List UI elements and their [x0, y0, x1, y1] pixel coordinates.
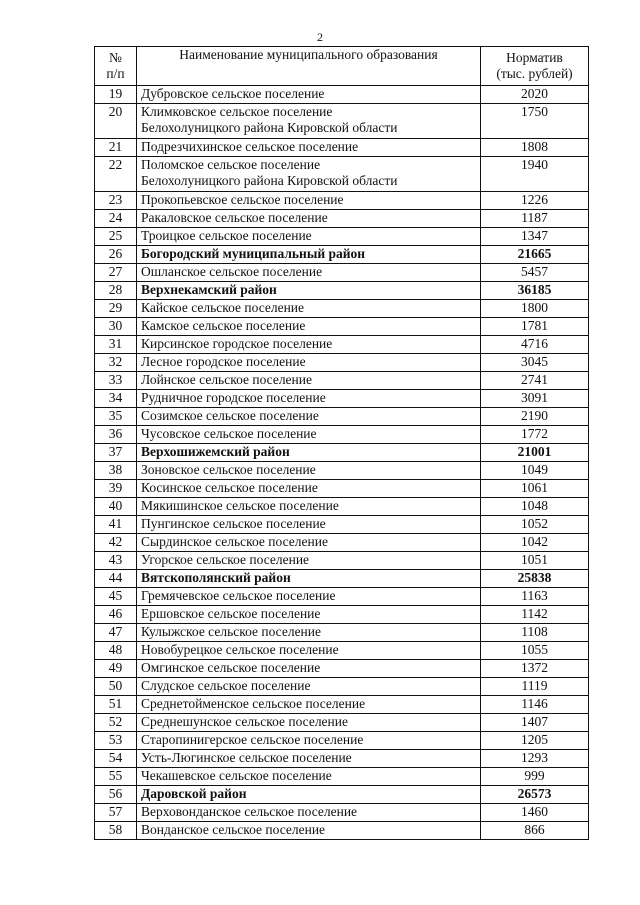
- row-number: 39: [95, 480, 137, 498]
- table-row: [95, 192, 589, 210]
- municipality-name: [137, 444, 481, 462]
- norm-value: 866: [481, 822, 589, 840]
- norm-value: 1800: [481, 300, 589, 318]
- table-header-row: [95, 47, 589, 86]
- norm-value: 1163: [481, 588, 589, 606]
- norm-value: 36185: [481, 282, 589, 300]
- row-number: 28: [95, 282, 137, 300]
- municipality-name: [137, 534, 481, 552]
- row-number: 24: [95, 210, 137, 228]
- municipality-name: [137, 86, 481, 104]
- row-number: 38: [95, 462, 137, 480]
- municipality-name: [137, 786, 481, 804]
- row-number: 29: [95, 300, 137, 318]
- header-num-line2: п/п: [106, 66, 125, 81]
- municipality-name-line2: Белохолуницкого района Кировской области: [141, 173, 398, 188]
- row-number: 52: [95, 714, 137, 732]
- table-row: [95, 696, 589, 714]
- row-number: 34: [95, 390, 137, 408]
- municipality-name-line1: Богородский муниципальный район: [141, 246, 366, 261]
- table-row: [95, 139, 589, 157]
- row-number: 27: [95, 264, 137, 282]
- municipality-name-line1: Старопинигерское сельское поселение: [141, 732, 364, 747]
- table-row: [95, 228, 589, 246]
- norm-value: 1048: [481, 498, 589, 516]
- municipality-name-line1: Троицкое сельское поселение: [141, 228, 312, 243]
- table-row: [95, 516, 589, 534]
- municipality-name-line1: Ракаловское сельское поселение: [141, 210, 328, 225]
- municipality-name: [137, 570, 481, 588]
- header-norm-line1: Норматив: [506, 50, 563, 65]
- municipality-name: [137, 192, 481, 210]
- row-number: 30: [95, 318, 137, 336]
- table-row: [95, 408, 589, 426]
- municipality-name-line1: Верхнекамский район: [141, 282, 277, 297]
- table-row: [95, 642, 589, 660]
- row-number: 44: [95, 570, 137, 588]
- municipality-name-line1: Дубровское сельское поселение: [141, 86, 325, 101]
- table-row: [95, 462, 589, 480]
- row-number: 48: [95, 642, 137, 660]
- table-row: [95, 570, 589, 588]
- norm-value: 1750: [481, 104, 589, 139]
- header-name: Наименование муниципального образования: [137, 47, 481, 86]
- row-number: 47: [95, 624, 137, 642]
- municipality-name: [137, 480, 481, 498]
- norm-value: 1205: [481, 732, 589, 750]
- row-number: 50: [95, 678, 137, 696]
- row-number: 35: [95, 408, 137, 426]
- municipality-name-line1: Гремячевское сельское поселение: [141, 588, 336, 603]
- norm-value: 1347: [481, 228, 589, 246]
- norm-value: 1108: [481, 624, 589, 642]
- row-number: 25: [95, 228, 137, 246]
- municipality-name: [137, 372, 481, 390]
- table-row: [95, 804, 589, 822]
- table-row: [95, 624, 589, 642]
- municipality-name: [137, 714, 481, 732]
- norm-value: 2020: [481, 86, 589, 104]
- municipality-name: [137, 246, 481, 264]
- table-row: [95, 822, 589, 840]
- table-row: [95, 786, 589, 804]
- norm-value: 5457: [481, 264, 589, 282]
- table-row: [95, 318, 589, 336]
- municipality-name-line1: Лойнское сельское поселение: [141, 372, 312, 387]
- norm-value: 1460: [481, 804, 589, 822]
- table-row: [95, 300, 589, 318]
- table-row: [95, 534, 589, 552]
- norm-value: 1940: [481, 157, 589, 192]
- municipality-name: [137, 104, 481, 139]
- norm-value: 1119: [481, 678, 589, 696]
- table-row: [95, 714, 589, 732]
- municipality-name: [137, 588, 481, 606]
- table-row: [95, 588, 589, 606]
- municipality-name: [137, 750, 481, 768]
- table-row: [95, 552, 589, 570]
- municipality-name-line1: Усть-Люгинское сельское поселение: [141, 750, 352, 765]
- table-row: [95, 678, 589, 696]
- row-number: 55: [95, 768, 137, 786]
- municipality-name-line1: Лесное городское поселение: [141, 354, 306, 369]
- municipality-name-line1: Верхошижемский район: [141, 444, 290, 459]
- municipality-name: [137, 768, 481, 786]
- norm-value: 2741: [481, 372, 589, 390]
- municipality-name: [137, 642, 481, 660]
- norm-value: 26573: [481, 786, 589, 804]
- row-number: 20: [95, 104, 137, 139]
- municipality-name-line1: Чекашевское сельское поселение: [141, 768, 332, 783]
- row-number: 32: [95, 354, 137, 372]
- norm-value: 1407: [481, 714, 589, 732]
- municipality-name-line1: Верховонданское сельское поселение: [141, 804, 358, 819]
- row-number: 41: [95, 516, 137, 534]
- municipality-name: [137, 732, 481, 750]
- municipality-name-line1: Созимское сельское поселение: [141, 408, 319, 423]
- municipality-name-line1: Чусовское сельское поселение: [141, 426, 317, 441]
- norm-value: 25838: [481, 570, 589, 588]
- municipality-name: [137, 516, 481, 534]
- municipality-name-line1: Сырдинское сельское поселение: [141, 534, 328, 549]
- table-row: [95, 732, 589, 750]
- municipality-name-line1: Зоновское сельское поселение: [141, 462, 316, 477]
- table-row: [95, 104, 589, 139]
- municipality-name: [137, 318, 481, 336]
- table-row: [95, 390, 589, 408]
- row-number: 37: [95, 444, 137, 462]
- municipality-name-line1: Ершовское сельское поселение: [141, 606, 321, 621]
- municipality-name-line1: Поломское сельское поселение: [141, 157, 321, 172]
- municipality-name: [137, 157, 481, 192]
- table-row: [95, 444, 589, 462]
- municipality-name-line1: Мякишинское сельское поселение: [141, 498, 339, 513]
- table-row: [95, 210, 589, 228]
- municipality-name-line1: Пунгинское сельское поселение: [141, 516, 326, 531]
- municipality-name: [137, 390, 481, 408]
- row-number: 51: [95, 696, 137, 714]
- municipality-name-line1: Прокопьевское сельское поселение: [141, 192, 344, 207]
- row-number: 23: [95, 192, 137, 210]
- row-number: 21: [95, 139, 137, 157]
- municipality-name-line1: Рудничное городское поселение: [141, 390, 326, 405]
- municipality-name-line1: Кирсинское городское поселение: [141, 336, 333, 351]
- municipality-name: [137, 336, 481, 354]
- row-number: 42: [95, 534, 137, 552]
- norm-value: 1061: [481, 480, 589, 498]
- norm-value: 1146: [481, 696, 589, 714]
- row-number: 49: [95, 660, 137, 678]
- norm-value: 1772: [481, 426, 589, 444]
- norm-value: 3091: [481, 390, 589, 408]
- row-number: 26: [95, 246, 137, 264]
- norm-value: 4716: [481, 336, 589, 354]
- table-row: [95, 157, 589, 192]
- norm-value: 1042: [481, 534, 589, 552]
- municipality-name: [137, 804, 481, 822]
- row-number: 58: [95, 822, 137, 840]
- norm-value: 1781: [481, 318, 589, 336]
- norm-value: 1049: [481, 462, 589, 480]
- table-row: [95, 480, 589, 498]
- municipality-name: [137, 139, 481, 157]
- norm-value: 1052: [481, 516, 589, 534]
- norm-value: 21001: [481, 444, 589, 462]
- municipality-name: [137, 300, 481, 318]
- norm-value: 999: [481, 768, 589, 786]
- municipality-name-line1: Среднешунское сельское поселение: [141, 714, 348, 729]
- row-number: 33: [95, 372, 137, 390]
- municipality-name: [137, 696, 481, 714]
- municipality-name: [137, 498, 481, 516]
- header-norm-line2: (тыс. рублей): [496, 66, 573, 81]
- table-row: [95, 264, 589, 282]
- row-number: 56: [95, 786, 137, 804]
- municipality-name-line1: Угорское сельское поселение: [141, 552, 310, 567]
- municipality-name: [137, 660, 481, 678]
- table-row: [95, 426, 589, 444]
- table-row: [95, 336, 589, 354]
- norm-value: 2190: [481, 408, 589, 426]
- municipality-name-line1: Даровской район: [141, 786, 247, 801]
- norm-value: 1372: [481, 660, 589, 678]
- row-number: 22: [95, 157, 137, 192]
- norm-value: 1226: [481, 192, 589, 210]
- table-row: [95, 86, 589, 104]
- table-row: [95, 246, 589, 264]
- header-num: [95, 47, 137, 86]
- row-number: 19: [95, 86, 137, 104]
- municipality-name-line1: Вятскополянский район: [141, 570, 291, 585]
- norm-value: 21665: [481, 246, 589, 264]
- municipality-name: [137, 354, 481, 372]
- municipality-name-line1: Ошланское сельское поселение: [141, 264, 323, 279]
- municipality-name: [137, 426, 481, 444]
- municipality-name-line1: Омгинское сельское поселение: [141, 660, 321, 675]
- row-number: 57: [95, 804, 137, 822]
- table-row: [95, 282, 589, 300]
- row-number: 36: [95, 426, 137, 444]
- municipality-name-line1: Подрезчихинское сельское поселение: [141, 139, 359, 154]
- row-number: 40: [95, 498, 137, 516]
- municipality-name: [137, 606, 481, 624]
- municipality-name: [137, 678, 481, 696]
- table-row: [95, 606, 589, 624]
- municipality-name-line1: Климковское сельское поселение: [141, 104, 333, 119]
- municipality-name: [137, 552, 481, 570]
- municipality-name: [137, 408, 481, 426]
- row-number: 54: [95, 750, 137, 768]
- row-number: 43: [95, 552, 137, 570]
- municipality-name-line1: Новобурецкое сельское поселение: [141, 642, 339, 657]
- header-norm: [481, 47, 589, 86]
- municipality-name-line1: Камское сельское поселение: [141, 318, 306, 333]
- table-row: [95, 768, 589, 786]
- municipality-name: [137, 264, 481, 282]
- municipality-name-line1: Косинское сельское поселение: [141, 480, 318, 495]
- municipality-name: [137, 624, 481, 642]
- municipality-name-line1: Кулыжское сельское поселение: [141, 624, 322, 639]
- municipality-name: [137, 210, 481, 228]
- norm-value: 1055: [481, 642, 589, 660]
- municipality-name-line1: Кайское сельское поселение: [141, 300, 305, 315]
- row-number: 45: [95, 588, 137, 606]
- municipality-name-line1: Вонданское сельское поселение: [141, 822, 326, 837]
- header-num-line1: №: [109, 50, 122, 65]
- municipality-name: [137, 462, 481, 480]
- table-row: [95, 750, 589, 768]
- municipality-name: [137, 282, 481, 300]
- norm-value: 1187: [481, 210, 589, 228]
- row-number: 46: [95, 606, 137, 624]
- municipality-name-line1: Среднетойменское сельское поселение: [141, 696, 366, 711]
- norm-value: 3045: [481, 354, 589, 372]
- page-number: 2: [317, 30, 323, 44]
- norm-value: 1142: [481, 606, 589, 624]
- table-row: [95, 498, 589, 516]
- norm-value: 1293: [481, 750, 589, 768]
- norm-value: 1808: [481, 139, 589, 157]
- municipality-name: [137, 228, 481, 246]
- norm-value: 1051: [481, 552, 589, 570]
- row-number: 31: [95, 336, 137, 354]
- table-row: [95, 354, 589, 372]
- municipality-name-line2: Белохолуницкого района Кировской области: [141, 120, 398, 135]
- table-row: [95, 660, 589, 678]
- table-row: [95, 372, 589, 390]
- norm-table: [94, 46, 589, 840]
- municipality-name: [137, 822, 481, 840]
- row-number: 53: [95, 732, 137, 750]
- municipality-name-line1: Слудское сельское поселение: [141, 678, 311, 693]
